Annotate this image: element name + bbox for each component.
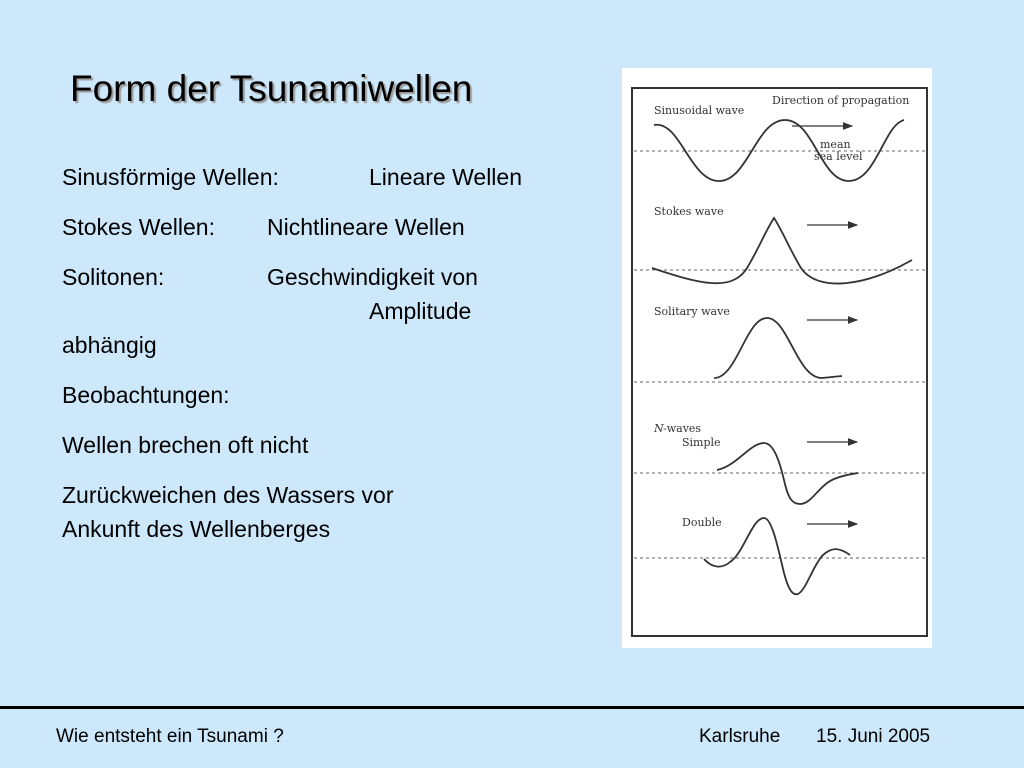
- footer-date: 15. Juni 2005: [816, 726, 931, 747]
- line-zurueckweichen: [62, 478, 602, 512]
- value-stokes: Nichtlineare Wellen: [267, 214, 465, 240]
- label-solitonen: Solitonen:: [62, 264, 165, 290]
- label-n-waves: -waves: [663, 422, 702, 435]
- value-solitonen-cont: Amplitude: [369, 298, 472, 324]
- line-solitonen-cont2: [62, 328, 602, 362]
- footer-presentation-title: Wie entsteht ein Tsunami ?: [56, 726, 284, 747]
- wave-forms-svg: [622, 68, 932, 648]
- solitary-wave: [714, 318, 842, 378]
- footer-place: Karlsruhe: [699, 726, 781, 747]
- n-wave-double: [704, 518, 850, 594]
- label-sinus: Sinusförmige Wellen:: [62, 164, 279, 190]
- value-solitonen-cont2: abhängig: [62, 332, 157, 358]
- line-beobachtungen: [62, 378, 602, 412]
- label-sea-level: sea level: [814, 150, 863, 163]
- label-mean: mean: [820, 138, 851, 151]
- footer-divider: [0, 706, 1024, 709]
- label-direction: Direction of propagation: [772, 94, 910, 107]
- label-stokes: Stokes wave: [654, 205, 724, 218]
- label-double: Double: [682, 516, 722, 529]
- wave-forms-figure: [622, 68, 932, 648]
- slide-body: [62, 160, 602, 546]
- label-brechen: Wellen brechen oft nicht: [62, 432, 309, 458]
- value-solitonen: Geschwindigkeit von: [267, 264, 478, 290]
- label-beobachtungen: Beobachtungen:: [62, 382, 230, 408]
- stokes-wave: [652, 218, 912, 284]
- label-simple: Simple: [682, 436, 721, 449]
- line-solitonen: [62, 260, 602, 294]
- label-zurueckweichen-cont: Ankunft des Wellenberges: [62, 516, 331, 542]
- label-solitary: Solitary wave: [654, 305, 730, 318]
- label-sinusoidal: Sinusoidal wave: [654, 104, 745, 117]
- line-solitonen-cont: [62, 294, 602, 328]
- value-sinus: Lineare Wellen: [369, 164, 523, 190]
- label-stokes: Stokes Wellen:: [62, 214, 215, 240]
- label-zurueckweichen: Zurückweichen des Wassers vor: [62, 482, 394, 508]
- label-n-italic: N: [654, 422, 664, 435]
- line-zurueckweichen-cont: [62, 512, 602, 546]
- line-brechen: [62, 428, 602, 462]
- slide-title: Form der Tsunamiwellen: [70, 68, 473, 109]
- line-sinus: [62, 160, 602, 194]
- line-stokes: [62, 210, 602, 244]
